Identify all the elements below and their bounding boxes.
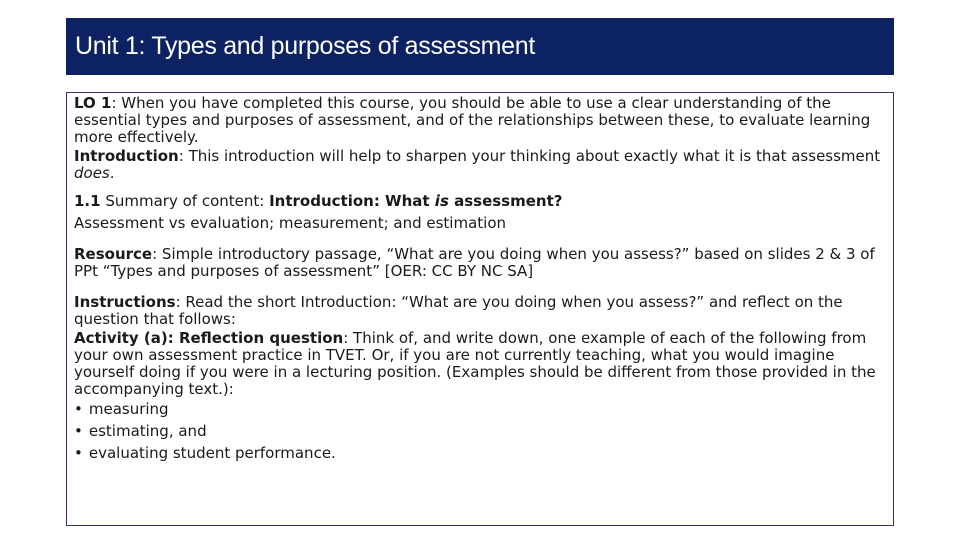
summary-heading-end: assessment? bbox=[448, 192, 563, 210]
instructions-text: : Read the short Introduction: “What are you doing when you assess?” and reflect on the question that follows: bbox=[74, 293, 843, 328]
resource-paragraph bbox=[74, 246, 885, 280]
summary-heading bbox=[74, 193, 885, 210]
bullet-item-text: estimating, and bbox=[88, 422, 207, 440]
introduction-paragraph bbox=[74, 148, 885, 182]
summary-number: 1.1 bbox=[74, 192, 101, 210]
lo1-text: : When you have completed this course, you should be able to use a clear understanding of the essential types and purposes of assessment, and of the relationships between these, to evaluate learning more effectively. bbox=[74, 94, 871, 146]
slide-title-bar bbox=[66, 18, 894, 75]
summary-heading-start: Introduction: What bbox=[269, 192, 435, 210]
resource-text: : Simple introductory passage, “What are you doing when you assess?” based on slides 2 & 3 of PPt “Types and purposes of assessment” [OER: CC BY NC SA] bbox=[74, 245, 875, 280]
bullet-item bbox=[74, 442, 885, 464]
bullet-item bbox=[74, 398, 885, 420]
bullet-item-text: evaluating student performance. bbox=[88, 444, 336, 462]
bullet-icon: • bbox=[74, 400, 83, 418]
introduction-text: : This introduction will help to sharpen your thinking about exactly what it is that assessment bbox=[178, 147, 881, 165]
summary-heading-emphasis: is bbox=[434, 192, 449, 210]
learning-outcome-paragraph bbox=[74, 95, 885, 146]
bullet-item-text: measuring bbox=[88, 400, 169, 418]
resource-label: Resource bbox=[74, 245, 153, 263]
activity-paragraph bbox=[74, 330, 885, 398]
lo1-label: LO 1 bbox=[74, 94, 112, 112]
summary-prefix: Summary of content: bbox=[100, 192, 270, 210]
slide-title: Unit 1: Types and purposes of assessment bbox=[75, 32, 536, 60]
instructions-paragraph bbox=[74, 294, 885, 328]
content-box bbox=[66, 92, 894, 526]
introduction-emphasis: does bbox=[74, 164, 110, 182]
instructions-label: Instructions bbox=[74, 293, 176, 311]
introduction-end: . bbox=[109, 164, 115, 182]
introduction-label: Introduction bbox=[74, 147, 179, 165]
bullet-icon: • bbox=[74, 444, 83, 462]
bullet-item bbox=[74, 420, 885, 442]
summary-topics: Assessment vs evaluation; measurement; and estimation bbox=[74, 214, 507, 232]
activity-label: Activity (a): Reflection question bbox=[74, 329, 344, 347]
activity-text: : Think of, and write down, one example of each of the following from your own assessment practice in TVET. Or, if you are not currently teaching, what you would imagine yourself doing if you were in a lecturing position. (Examples should be different from those provided in the accompanying text.): bbox=[74, 329, 876, 398]
bullet-icon: • bbox=[74, 422, 83, 440]
